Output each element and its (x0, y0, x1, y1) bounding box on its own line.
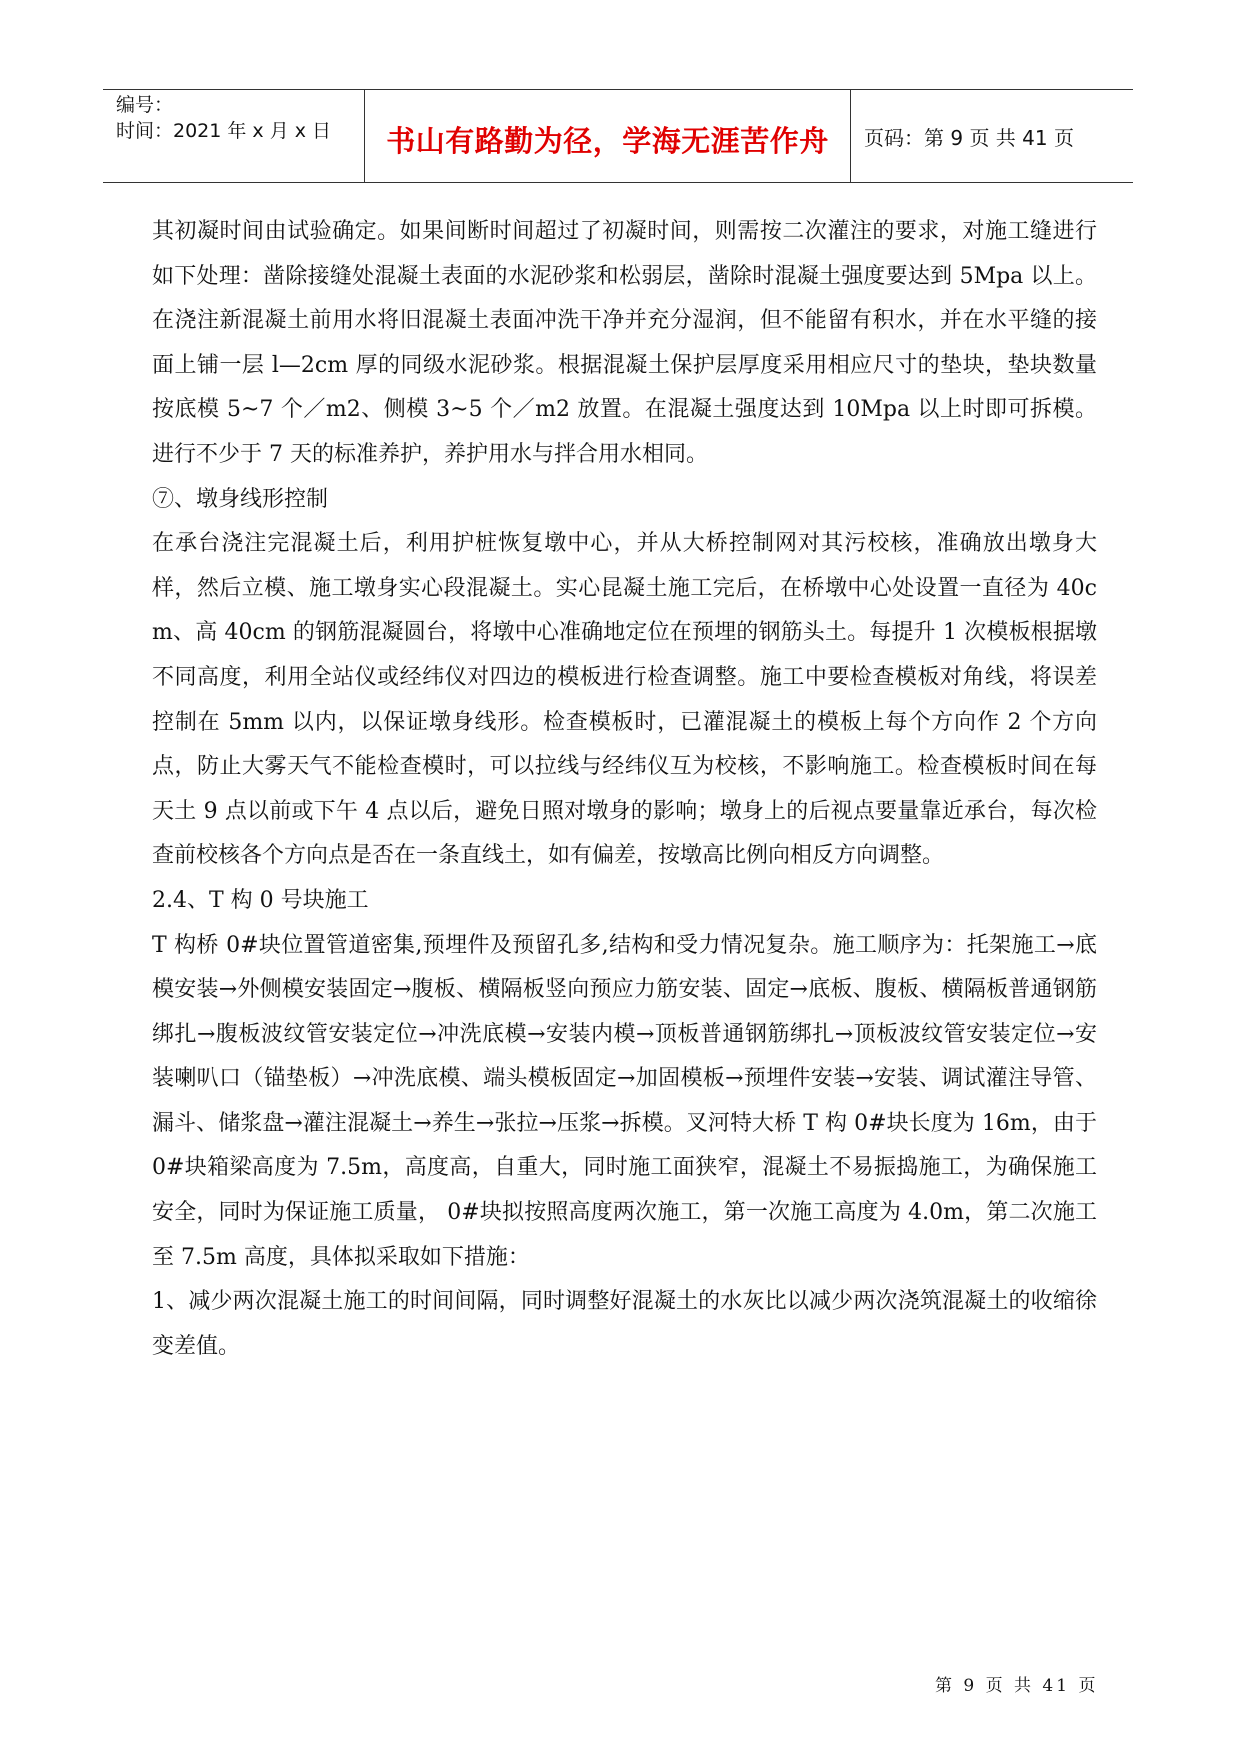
header-page-cell (851, 90, 1133, 182)
page-footer-number: 第 9 页 共 41 页 (935, 1676, 1099, 1696)
paragraph-construction-joint: 其初凝时间由试验确定。如果间断时间超过了初凝时间，则需按二次灌注的要求，对施工缝进行如下处理：凿除接缝处混凝土表面的水泥砂浆和松弱层，凿除时混凝土强度要达到 5Mpa 以上。在浇注新混凝土前用水将旧混凝土表面冲洗干净并充分湿润，但不能留有积水，并在水平缝的接面上铺一层 l—2cm 厚的同级水泥砂浆。根据混凝土保护层厚度采用相应尺寸的垫块，垫块数量按底模 5~7 个／m2、侧模 3~5 个／m2 放置。在混凝土强度达到 10Mpa 以上时即可拆模。进行不少于 7 天的标准养护，养护用水与拌合用水相同。 (152, 219, 1097, 467)
document-body (152, 210, 1097, 1369)
page-header (103, 89, 1133, 183)
paragraph-pier-alignment: 在承台浇注完混凝土后，利用护桩恢复墩中心，并从大桥控制网对其污校核，准确放出墩身大样，然后立模、施工墩身实心段混凝土。实心昆凝土施工完后，在桥墩中心处设置一直径为 40cm、高 40cm 的钢筋混凝圆台，将墩中心准确地定位在预埋的钢筋头土。每提升 1 次模板根据墩不同高度，利用全站仪或经纬仪对四边的模板进行检查调整。施工中要检查模板对角线，将误差控制在 5mm 以内，以保证墩身线形。检查模板时，已灌混凝土的模板上每个方向作 2 个方向点，防止大雾天气不能检查模时，可以拉线与经纬仪互为校核，不影响施工。检查模板时间在每天土 9 点以前或下午 4 点以后，避免日照对墩身的影响；墩身上的后视点要量靠近承台，每次检查前校核各个方向点是否在一条直线土，如有偏差，按墩高比例向相反方向调整。 (152, 531, 1097, 869)
serial-number-label: 编号： (116, 94, 174, 116)
paragraph-t-frame-block: T 构桥 0#块位置管道密集,预埋件及预留孔多,结构和受力情况复杂。施工顺序为：托架施工→底模安装→外侧模安装固定→腹板、横隔板竖向预应力筋安装、固定→底板、腹板、横隔板普通钢筋绑扎→腹板波纹管安装定位→冲洗底模→安装内模→顶板普通钢筋绑扎→顶板波纹管安装定位→安装喇叭口（锚垫板）→冲洗底模、端头模板固定→加固模板→预埋件安装→安装、调试灌注导管、漏斗、储浆盘→灌注混凝土→养生→张拉→压浆→拆模。叉河特大桥 T 构 0#块长度为 16m，由于 0#块箱梁高度为 7.5m，高度高，自重大，同时施工面狭窄，混凝土不易振捣施工，为确保施工安全，同时为保证施工质量， 0#块拟按照高度两次施工，第一次施工高度为 4.0m，第二次施工至 7.5m 高度，具体拟采取如下措施： (152, 932, 1097, 1270)
section-heading-t-frame-block: 2.4、T 构 0 号块施工 (152, 887, 369, 913)
date-label: 时间：2021 年 x 月 x 日 (116, 120, 332, 142)
header-meta-cell (103, 90, 365, 182)
paragraph-measure-1: 1、减少两次混凝土施工的时间间隔，同时调整好混凝土的水灰比以减少两次浇筑混凝土的收缩徐变差值。 (152, 1289, 1097, 1359)
header-page-code: 页码：第 9 页 共 41 页 (864, 125, 1074, 150)
motto-text: 书山有路勤为径，学海无涯苦作舟 (386, 123, 829, 158)
header-motto-cell (365, 90, 851, 182)
section-heading-pier-alignment: ⑦、墩身线形控制 (152, 486, 329, 512)
